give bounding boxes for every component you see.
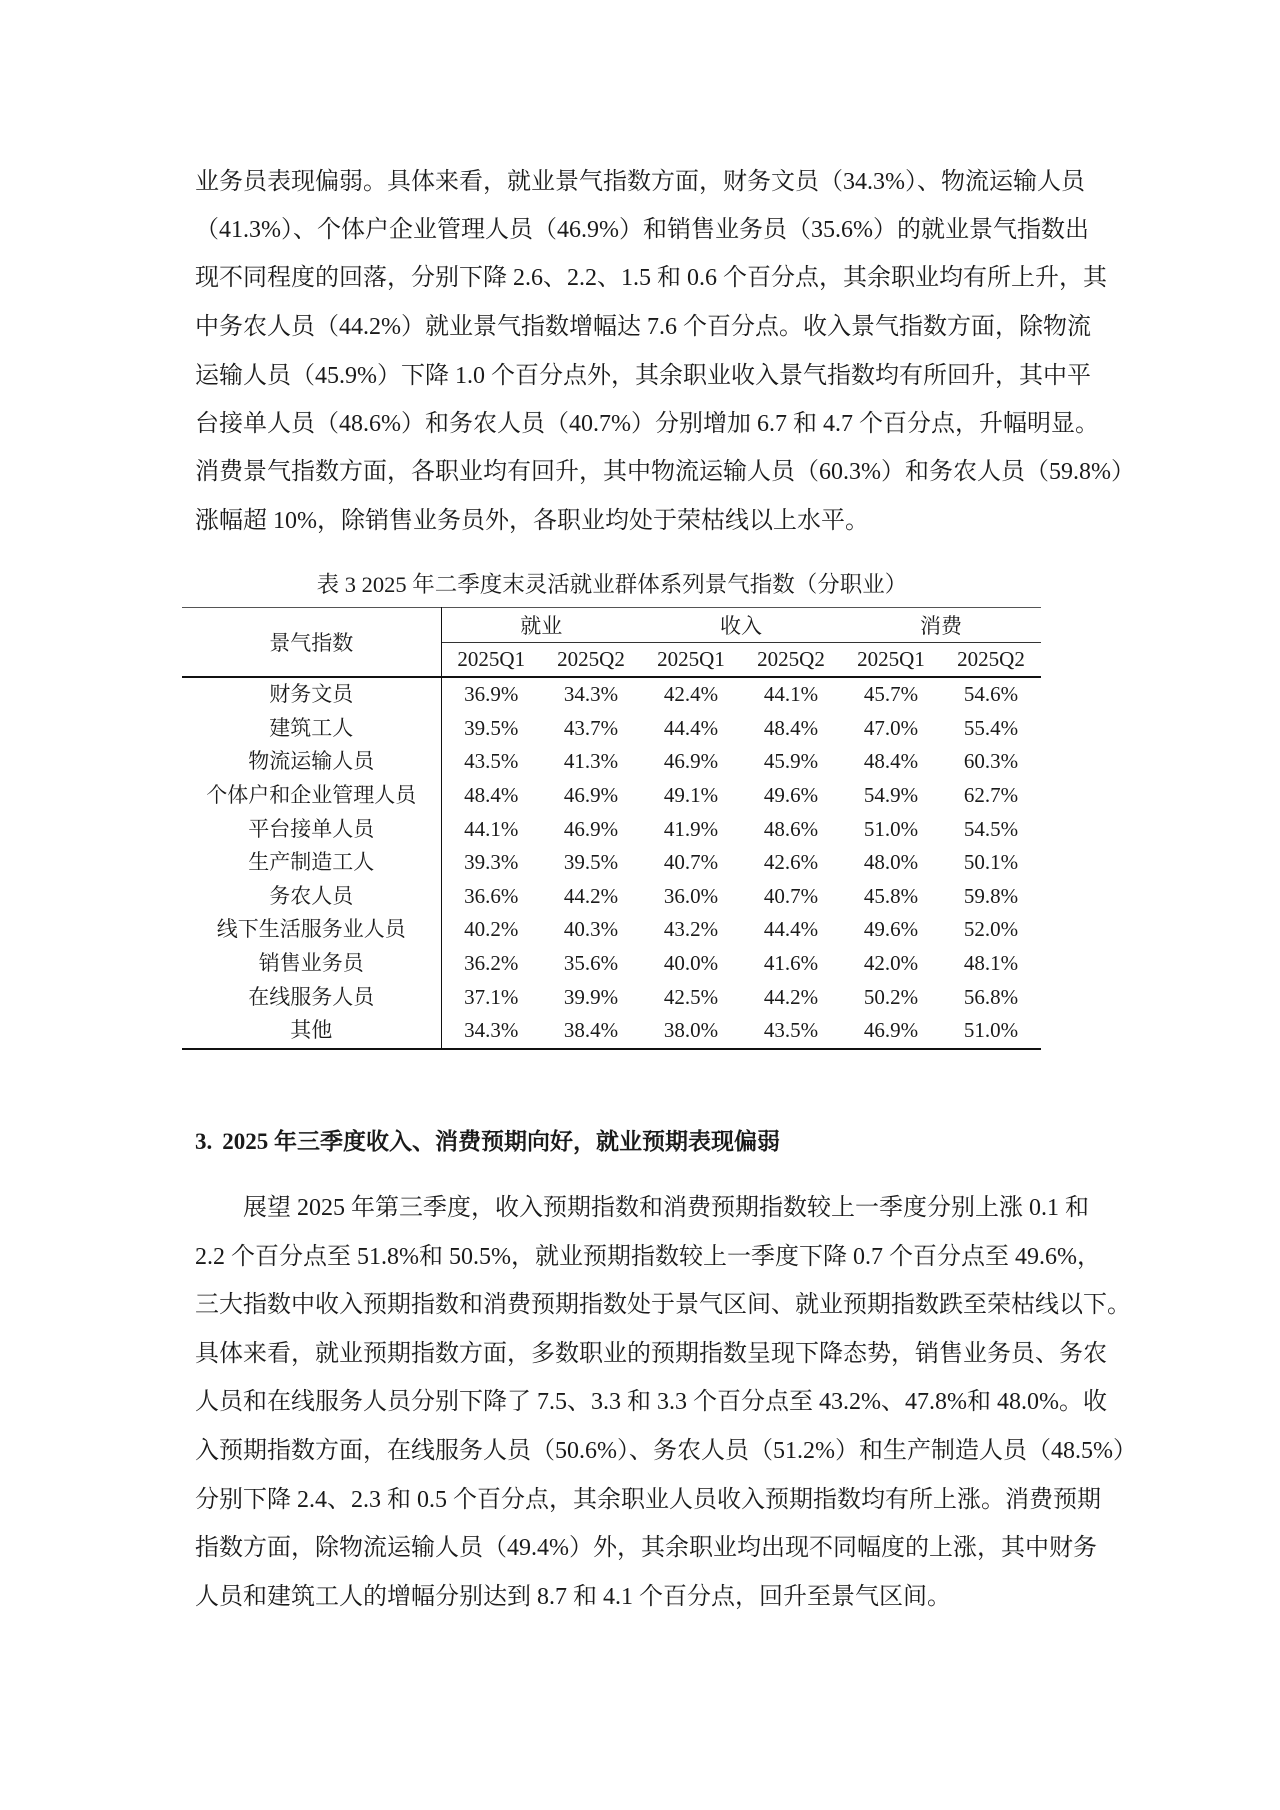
index-value-cell: 59.8% xyxy=(963,883,1019,908)
index-value-cell: 40.0% xyxy=(663,951,719,976)
index-value-cell: 46.9% xyxy=(563,816,619,841)
table-row xyxy=(182,947,1041,981)
table-row xyxy=(182,677,1041,712)
paragraph-line: 业务员表现偏弱。具体来看，就业景气指数方面，财务文员（34.3%）、物流运输人员 xyxy=(195,169,1085,195)
occupation-label: 在线服务人员 xyxy=(182,980,441,1014)
index-value-cell: 41.9% xyxy=(663,816,719,841)
index-value-cell: 49.6% xyxy=(863,917,919,942)
index-value-cell: 36.2% xyxy=(464,951,519,976)
index-value-cell: 36.9% xyxy=(464,682,519,707)
index-value-cell: 37.1% xyxy=(464,984,519,1009)
index-value-cell: 48.6% xyxy=(763,816,819,841)
index-value-cell: 38.0% xyxy=(641,1014,741,1049)
paragraph-line: 消费景气指数方面，各职业均有回升，其中物流运输人员（60.3%）和务农人员（59.8%） xyxy=(195,459,1135,485)
index-value-cell: 41.6% xyxy=(763,951,819,976)
row-header: 景气指数 xyxy=(182,608,441,678)
index-value-cell: 49.1% xyxy=(663,783,719,808)
paragraph-line: 台接单人员（48.6%）和务农人员（40.7%）分别增加 6.7 和 4.7 个百分点，升幅明显。 xyxy=(195,411,1099,437)
index-value-cell: 43.5% xyxy=(464,749,519,774)
index-value-cell: 50.2% xyxy=(863,984,919,1009)
paragraph-line: 人员和在线服务人员分别下降了 7.5、3.3 和 3.3 个百分点至 43.2%、47.8%和 48.0%。收 xyxy=(195,1389,1107,1415)
table-row xyxy=(182,712,1041,746)
group-header-employment: 就业 xyxy=(441,608,641,643)
section-heading xyxy=(195,1127,780,1157)
paragraph-line: 指数方面，除物流运输人员（49.4%）外，其余职业均出现不同幅度的上涨，其中财务 xyxy=(195,1535,1097,1561)
index-value-cell: 34.3% xyxy=(563,682,619,707)
index-value-cell: 44.1% xyxy=(763,682,819,707)
index-value-cell: 44.2% xyxy=(763,984,819,1009)
index-value-cell: 43.2% xyxy=(663,917,719,942)
paragraph-line: 运输人员（45.9%）下降 1.0 个百分点外，其余职业收入景气指数均有所回升，其中平 xyxy=(195,363,1091,389)
index-value-cell: 42.0% xyxy=(863,951,919,976)
index-value-cell: 52.0% xyxy=(963,917,1019,942)
index-value-cell: 39.5% xyxy=(464,715,519,740)
table-caption: 表 3 2025 年二季度末灵活就业群体系列景气指数（分职业） xyxy=(316,572,908,597)
index-value-cell: 54.5% xyxy=(963,816,1019,841)
index-value-cell: 50.1% xyxy=(963,850,1019,875)
index-value-cell: 40.7% xyxy=(663,850,719,875)
table-row xyxy=(182,1014,1041,1049)
period-header: 2025Q1 xyxy=(441,643,541,678)
index-value-cell: 45.7% xyxy=(863,682,919,707)
period-header: 2025Q1 xyxy=(641,643,741,678)
index-value-cell: 42.4% xyxy=(663,682,719,707)
paragraph-line: 三大指数中收入预期指数和消费预期指数处于景气区间、就业预期指数跌至荣枯线以下。 xyxy=(195,1292,1131,1318)
occupation-label: 务农人员 xyxy=(182,880,441,914)
occupation-label: 生产制造工人 xyxy=(182,846,441,880)
index-value-cell: 40.3% xyxy=(563,917,619,942)
index-value-cell: 48.1% xyxy=(963,951,1019,976)
index-value-cell: 39.9% xyxy=(563,984,619,1009)
occupation-index-table xyxy=(182,607,1041,1050)
index-value-cell: 42.6% xyxy=(763,850,819,875)
index-value-cell: 38.4% xyxy=(541,1014,641,1049)
table-row xyxy=(182,779,1041,813)
index-value-cell: 48.4% xyxy=(464,783,519,808)
index-value-cell: 62.7% xyxy=(963,783,1019,808)
occupation-label: 其他 xyxy=(182,1014,441,1049)
index-value-cell: 60.3% xyxy=(963,749,1019,774)
index-value-cell: 56.8% xyxy=(963,984,1019,1009)
index-value-cell: 39.3% xyxy=(464,850,519,875)
table-row xyxy=(182,745,1041,779)
index-value-cell: 51.0% xyxy=(863,816,919,841)
index-value-cell: 55.4% xyxy=(963,715,1019,740)
index-value-cell: 48.4% xyxy=(863,749,919,774)
index-value-cell: 46.9% xyxy=(563,783,619,808)
period-header: 2025Q2 xyxy=(941,643,1041,678)
index-value-cell: 47.0% xyxy=(863,715,919,740)
occupation-label: 财务文员 xyxy=(182,677,441,712)
table-row xyxy=(182,980,1041,1014)
period-header: 2025Q1 xyxy=(841,643,941,678)
occupation-label: 建筑工人 xyxy=(182,712,441,746)
paragraph-line: （41.3%）、个体户企业管理人员（46.9%）和销售业务员（35.6%）的就业景气指数出 xyxy=(195,217,1089,243)
index-value-cell: 44.1% xyxy=(464,816,519,841)
index-value-cell: 49.6% xyxy=(763,783,819,808)
index-value-cell: 54.9% xyxy=(863,783,919,808)
index-value-cell: 44.4% xyxy=(763,917,819,942)
occupation-label: 物流运输人员 xyxy=(182,745,441,779)
index-value-cell: 41.3% xyxy=(563,749,619,774)
index-value-cell: 51.0% xyxy=(941,1014,1041,1049)
occupation-label: 线下生活服务业人员 xyxy=(182,913,441,947)
paragraph-line: 涨幅超 10%，除销售业务员外，各职业均处于荣枯线以上水平。 xyxy=(195,508,869,534)
index-value-cell: 43.5% xyxy=(741,1014,841,1049)
index-value-cell: 48.4% xyxy=(763,715,819,740)
section-number: 3. xyxy=(195,1129,213,1154)
index-value-cell: 45.8% xyxy=(863,883,919,908)
occupation-label: 个体户和企业管理人员 xyxy=(182,779,441,813)
group-header-consumption: 消费 xyxy=(841,608,1041,643)
index-value-cell: 54.6% xyxy=(963,682,1019,707)
table-row xyxy=(182,880,1041,914)
index-value-cell: 36.6% xyxy=(464,883,519,908)
index-value-cell: 45.9% xyxy=(763,749,819,774)
occupation-label: 平台接单人员 xyxy=(182,812,441,846)
period-header: 2025Q2 xyxy=(541,643,641,678)
table-row xyxy=(182,913,1041,947)
index-value-cell: 44.2% xyxy=(563,883,619,908)
paragraph-line: 人员和建筑工人的增幅分别达到 8.7 和 4.1 个百分点，回升至景气区间。 xyxy=(195,1584,951,1610)
index-value-cell: 44.4% xyxy=(663,715,719,740)
index-value-cell: 42.5% xyxy=(663,984,719,1009)
index-value-cell: 46.9% xyxy=(663,749,719,774)
paragraph-line: 中务农人员（44.2%）就业景气指数增幅达 7.6 个百分点。收入景气指数方面，除物流 xyxy=(195,314,1091,340)
paragraph-line: 入预期指数方面，在线服务人员（50.6%）、务农人员（51.2%）和生产制造人员（48.5%） xyxy=(195,1438,1137,1464)
index-value-cell: 43.7% xyxy=(563,715,619,740)
paragraph-line: 现不同程度的回落，分别下降 2.6、2.2、1.5 和 0.6 个百分点，其余职业均有所上升，其 xyxy=(195,265,1107,291)
paragraph-line: 具体来看，就业预期指数方面，多数职业的预期指数呈现下降态势，销售业务员、务农 xyxy=(195,1341,1107,1367)
index-value-cell: 36.0% xyxy=(663,883,719,908)
table-row xyxy=(182,846,1041,880)
group-header-income: 收入 xyxy=(641,608,841,643)
table-row xyxy=(182,812,1041,846)
period-header: 2025Q2 xyxy=(741,643,841,678)
index-value-cell: 40.7% xyxy=(763,883,819,908)
paragraph-line: 分别下降 2.4、2.3 和 0.5 个百分点，其余职业人员收入预期指数均有所上涨。消费预期 xyxy=(195,1487,1101,1513)
paragraph-line: 展望 2025 年第三季度，收入预期指数和消费预期指数较上一季度分别上涨 0.1 和 xyxy=(243,1195,1089,1221)
index-value-cell: 40.2% xyxy=(464,917,519,942)
index-value-cell: 34.3% xyxy=(441,1014,541,1049)
paragraph-line: 2.2 个百分点至 51.8%和 50.5%，就业预期指数较上一季度下降 0.7 个百分点至 49.6%， xyxy=(195,1244,1101,1270)
occupation-label: 销售业务员 xyxy=(182,947,441,981)
index-value-cell: 48.0% xyxy=(863,850,919,875)
index-value-cell: 35.6% xyxy=(563,951,619,976)
index-value-cell: 46.9% xyxy=(841,1014,941,1049)
index-value-cell: 39.5% xyxy=(563,850,619,875)
section-title: 2025 年三季度收入、消费预期向好，就业预期表现偏弱 xyxy=(222,1129,780,1154)
